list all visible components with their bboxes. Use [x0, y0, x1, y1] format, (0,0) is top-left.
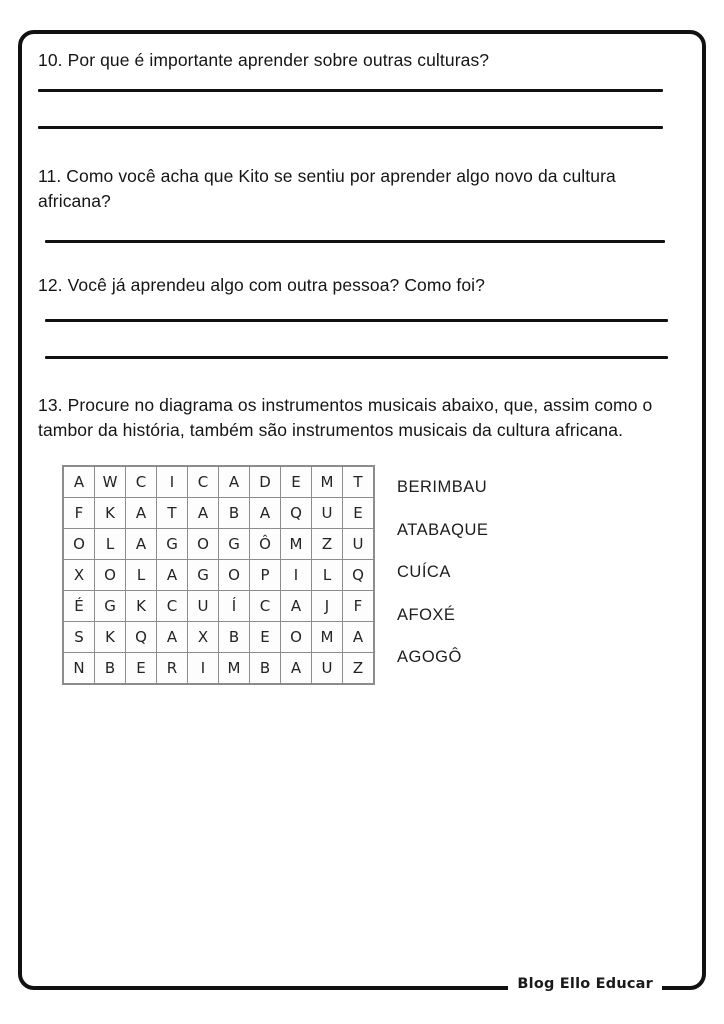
wordsearch-row — [64, 560, 373, 590]
question-10-text: 10. Por que é importante aprender sobre outras culturas? — [38, 50, 490, 70]
wordsearch-cell[interactable]: B — [219, 498, 249, 528]
question-13-text: 13. Procure no diagrama os instrumentos musicais abaixo, que, assim como o tambor da história, também são instrumentos musicais da cultura africana. — [38, 395, 653, 441]
wordsearch-cell[interactable]: L — [312, 560, 342, 590]
wordsearch-cell[interactable]: N — [64, 653, 94, 683]
wordsearch-cell[interactable]: Í — [219, 591, 249, 621]
wordsearch-cell[interactable]: A — [157, 560, 187, 590]
wordsearch-row — [64, 498, 373, 528]
wordsearch-cell[interactable]: Q — [126, 622, 156, 652]
wordsearch-cell[interactable]: E — [281, 467, 311, 497]
wordsearch-cell[interactable]: O — [219, 560, 249, 590]
wordsearch-cell[interactable]: A — [281, 591, 311, 621]
wordsearch-word: AFOXÉ — [397, 605, 456, 624]
wordsearch-cell[interactable]: C — [157, 591, 187, 621]
wordsearch-puzzle — [38, 465, 668, 708]
question-12-text: 12. Você já aprendeu algo com outra pessoa? Como foi? — [38, 274, 485, 295]
wordsearch-cell[interactable]: I — [157, 467, 187, 497]
wordsearch-cell[interactable]: Q — [343, 560, 373, 590]
answer-line[interactable] — [38, 89, 663, 92]
wordsearch-cell[interactable]: U — [312, 653, 342, 683]
wordsearch-cell[interactable]: É — [64, 591, 94, 621]
worksheet-content — [38, 48, 668, 708]
wordsearch-cell[interactable]: M — [219, 653, 249, 683]
wordsearch-cell[interactable]: A — [188, 498, 218, 528]
wordsearch-cell[interactable]: A — [281, 653, 311, 683]
wordsearch-cell[interactable]: L — [95, 529, 125, 559]
wordsearch-cell[interactable]: O — [188, 529, 218, 559]
question-11 — [38, 164, 668, 243]
wordsearch-word: ATABAQUE — [397, 520, 489, 539]
wordsearch-cell[interactable]: Q — [281, 498, 311, 528]
wordsearch-cell[interactable]: F — [64, 498, 94, 528]
wordsearch-cell[interactable]: J — [312, 591, 342, 621]
wordsearch-word-list — [397, 479, 488, 692]
question-11-text: 11. Como você acha que Kito se sentiu por aprender algo novo da cultura africana? — [38, 165, 616, 211]
wordsearch-cell[interactable]: U — [312, 498, 342, 528]
wordsearch-cell[interactable]: E — [343, 498, 373, 528]
wordsearch-cell[interactable]: O — [95, 560, 125, 590]
wordsearch-cell[interactable]: C — [126, 467, 156, 497]
answer-line[interactable] — [38, 126, 663, 129]
wordsearch-row — [64, 653, 373, 683]
wordsearch-cell[interactable]: A — [219, 467, 249, 497]
wordsearch-cell[interactable]: M — [281, 529, 311, 559]
wordsearch-cell[interactable]: U — [188, 591, 218, 621]
wordsearch-cell[interactable]: B — [95, 653, 125, 683]
wordsearch-cell[interactable]: A — [64, 467, 94, 497]
wordsearch-cell[interactable]: O — [64, 529, 94, 559]
wordsearch-cell[interactable]: Ô — [250, 529, 280, 559]
question-10 — [38, 48, 668, 129]
wordsearch-cell[interactable]: G — [157, 529, 187, 559]
wordsearch-cell[interactable]: Z — [343, 653, 373, 683]
wordsearch-cell[interactable]: F — [343, 591, 373, 621]
wordsearch-cell[interactable]: A — [343, 622, 373, 652]
wordsearch-grid-wrapper — [62, 465, 375, 685]
answer-line[interactable] — [45, 356, 668, 359]
question-12-answer-lines — [45, 319, 668, 359]
wordsearch-cell[interactable]: R — [157, 653, 187, 683]
wordsearch-word: CUÍCA — [397, 563, 451, 582]
wordsearch-cell[interactable]: G — [188, 560, 218, 590]
question-10-answer-lines — [38, 89, 668, 129]
wordsearch-cell[interactable]: Z — [312, 529, 342, 559]
wordsearch-cell[interactable]: M — [312, 622, 342, 652]
wordsearch-cell[interactable]: A — [126, 498, 156, 528]
wordsearch-row — [64, 467, 373, 497]
wordsearch-cell[interactable]: K — [126, 591, 156, 621]
question-12 — [38, 273, 668, 360]
wordsearch-grid[interactable] — [62, 465, 375, 685]
wordsearch-row — [64, 622, 373, 652]
wordsearch-cell[interactable]: O — [281, 622, 311, 652]
wordsearch-cell[interactable]: K — [95, 498, 125, 528]
wordsearch-cell[interactable]: B — [219, 622, 249, 652]
question-13 — [38, 393, 668, 707]
wordsearch-cell[interactable]: U — [343, 529, 373, 559]
wordsearch-cell[interactable]: T — [343, 467, 373, 497]
wordsearch-cell[interactable]: X — [188, 622, 218, 652]
answer-line[interactable] — [45, 240, 665, 243]
wordsearch-row — [64, 591, 373, 621]
wordsearch-cell[interactable]: X — [64, 560, 94, 590]
wordsearch-cell[interactable]: E — [250, 622, 280, 652]
wordsearch-cell[interactable]: M — [312, 467, 342, 497]
wordsearch-cell[interactable]: B — [250, 653, 280, 683]
wordsearch-cell[interactable]: L — [126, 560, 156, 590]
wordsearch-cell[interactable]: C — [250, 591, 280, 621]
wordsearch-cell[interactable]: G — [219, 529, 249, 559]
answer-line[interactable] — [45, 319, 668, 322]
wordsearch-word: BERIMBAU — [397, 478, 488, 497]
wordsearch-cell[interactable]: I — [281, 560, 311, 590]
footer-brand: Blog Ello Educar — [508, 977, 662, 992]
wordsearch-cell[interactable]: E — [126, 653, 156, 683]
wordsearch-row — [64, 529, 373, 559]
wordsearch-cell[interactable]: A — [126, 529, 156, 559]
wordsearch-word: AGOGÔ — [397, 648, 462, 667]
wordsearch-cell[interactable]: I — [188, 653, 218, 683]
wordsearch-cell[interactable]: W — [95, 467, 125, 497]
wordsearch-cell[interactable]: T — [157, 498, 187, 528]
wordsearch-cell[interactable]: P — [250, 560, 280, 590]
wordsearch-cell[interactable]: C — [188, 467, 218, 497]
wordsearch-cell[interactable]: A — [250, 498, 280, 528]
question-11-answer-lines — [45, 240, 668, 243]
wordsearch-cell[interactable]: G — [95, 591, 125, 621]
wordsearch-cell[interactable]: A — [157, 622, 187, 652]
wordsearch-cell[interactable]: D — [250, 467, 280, 497]
wordsearch-cell[interactable]: K — [95, 622, 125, 652]
wordsearch-cell[interactable]: S — [64, 622, 94, 652]
